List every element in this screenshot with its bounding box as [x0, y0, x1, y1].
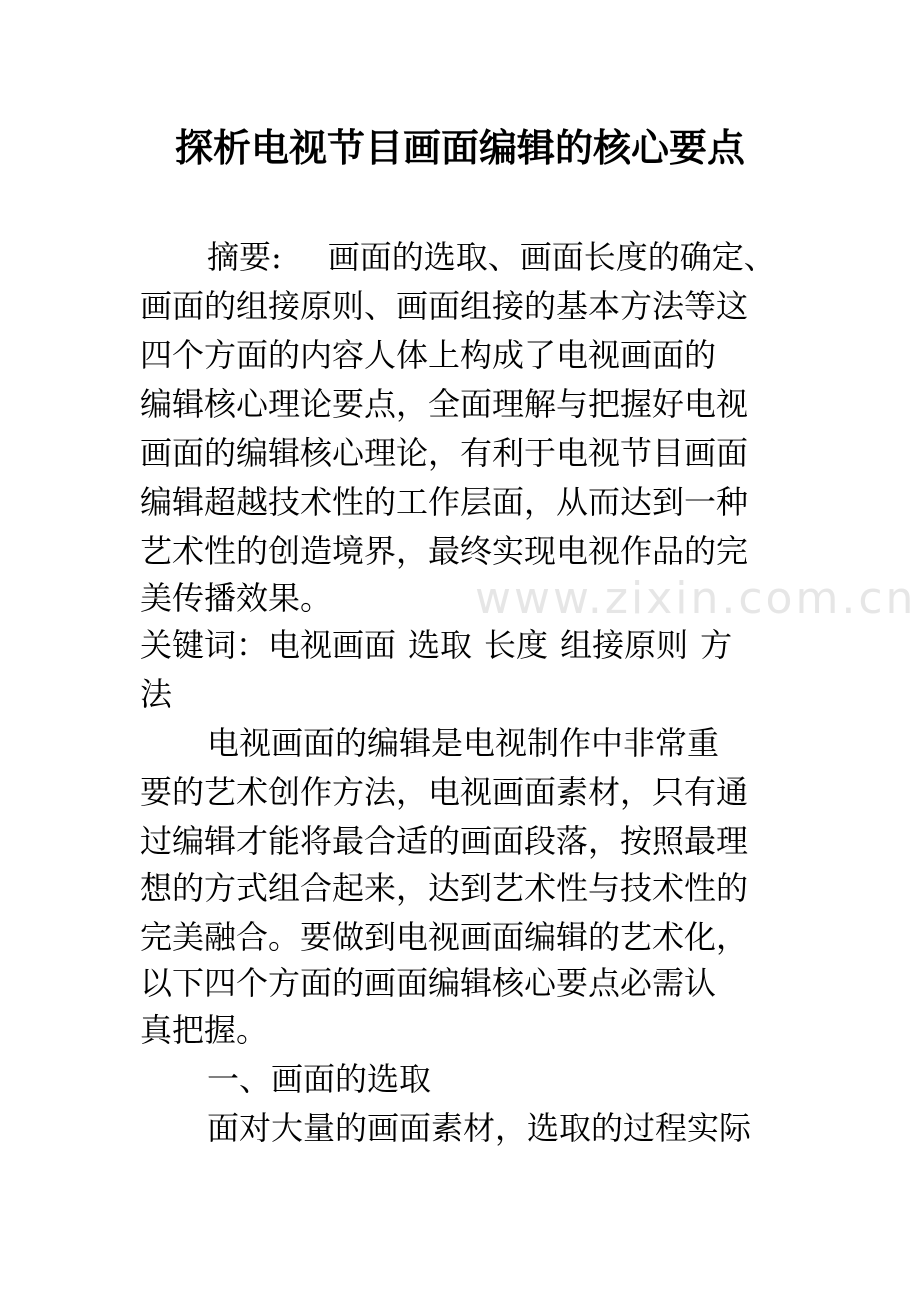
abstract-label: 摘要:: [207, 238, 282, 276]
abstract-line: 美传播效果。: [140, 579, 333, 617]
keyword: 长度: [484, 626, 549, 664]
section-first-line: 面对大量的画面素材，选取的过程实际: [207, 1109, 752, 1147]
keywords-label: 关键词：: [140, 626, 269, 664]
abstract-line: 四个方面的内容人体上构成了电视画面的: [140, 336, 717, 374]
abstract-first-line: [207, 237, 776, 277]
intro-line: 想的方式组合起来，达到艺术性与技术性的: [140, 869, 749, 907]
intro-line: 要的艺术创作方法，电视画面素材，只有通: [140, 773, 749, 811]
abstract-line: 艺术性的创造境界，最终实现电视作品的完: [140, 532, 749, 570]
abstract-line: 编辑核心理论要点，全面理解与把握好电视: [140, 385, 749, 423]
abstract-line: 画面的选取、画面长度的确定、: [327, 238, 776, 276]
section-heading: 一、画面的选取: [207, 1060, 432, 1098]
watermark: www.zixin.com.cn: [475, 573, 917, 624]
document-title: 探析电视节目画面编辑的核心要点: [174, 125, 745, 170]
intro-line: 以下四个方面的画面编辑核心要点必需认: [140, 964, 717, 1002]
keyword: 选取: [408, 626, 473, 664]
keywords-line: [140, 625, 732, 665]
intro-line: 完美融合。要做到电视画面编辑的艺术化，: [140, 918, 749, 956]
keyword: 电视画面: [268, 626, 397, 664]
keyword: 方: [700, 626, 733, 664]
abstract-line: 编辑超越技术性的工作层面，从而达到一种: [140, 483, 749, 521]
keyword: 组接原则: [560, 626, 689, 664]
intro-line: 真把握。: [140, 1011, 269, 1049]
intro-line: 过编辑才能将最合适的画面段落，按照最理: [140, 822, 749, 860]
intro-line: 电视画面的编辑是电视制作中非常重: [207, 724, 720, 762]
abstract-line: 画面的编辑核心理论，有利于电视节目画面: [140, 434, 749, 472]
keywords-continuation: 法: [140, 675, 173, 713]
abstract-line: 画面的组接原则、画面组接的基本方法等这: [140, 287, 749, 325]
